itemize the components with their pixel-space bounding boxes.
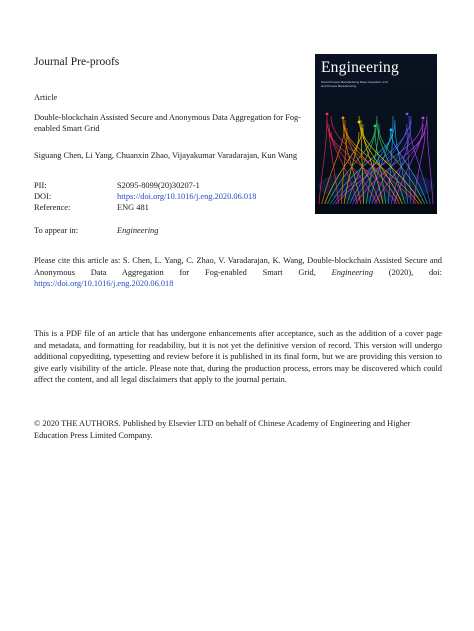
citation-text: Please cite this article as: S. Chen, L. Yang, C. Zhao, V. Varadarajan, K. Wang, Double-blockchain Assisted Secure and Anonymous Data Aggregation for Fog-enabled Smart Grid, <box>34 256 442 277</box>
article-type: Article <box>34 93 58 102</box>
reference-row <box>34 202 256 213</box>
to-appear-label: To appear in: <box>34 226 79 235</box>
citation-paragraph <box>34 255 442 290</box>
journal-header: Journal Pre-proofs <box>34 56 120 68</box>
cover-glow <box>318 170 434 202</box>
reference-value: ENG 481 <box>117 203 149 212</box>
pii-row <box>34 180 256 191</box>
article-metadata <box>34 180 256 213</box>
cover-light-node <box>422 117 425 120</box>
cover-artwork <box>315 54 437 214</box>
cover-light-node <box>342 117 345 120</box>
doi-link[interactable]: https://doi.org/10.1016/j.eng.2020.06.018 <box>117 192 257 201</box>
reference-label: Reference: <box>34 203 71 212</box>
citation-doi-link[interactable]: https://doi.org/10.1016/j.eng.2020.06.018 <box>34 279 174 289</box>
author-list: Siguang Chen, Li Yang, Chuanxin Zhao, Vijayakumar Varadarajan, Kun Wang <box>34 151 298 160</box>
cover-light-node <box>390 129 393 132</box>
citation-journal: Engineering <box>331 267 374 277</box>
to-appear-journal: Engineering <box>117 226 159 235</box>
pii-label: PII: <box>34 181 47 190</box>
cover-light-node <box>358 121 361 124</box>
cover-light-node <box>406 113 409 116</box>
cover-subtitle: Smart Process Manufacturing Deep Integration of AI and Process Manufacturing <box>321 80 388 88</box>
copyright-notice: © 2020 THE AUTHORS. Published by Elsevier LTD on behalf of Chinese Academy of Engineering and Higher Education Press Limited Company. <box>34 419 411 440</box>
cover-title: Engineering <box>321 59 399 76</box>
to-appear-in <box>34 226 158 235</box>
doi-row <box>34 191 256 202</box>
citation-year: (2020), doi: <box>373 267 442 277</box>
doi-label: DOI: <box>34 192 52 201</box>
journal-cover-image <box>315 54 437 214</box>
pii-value: S2095-8099(20)30207-1 <box>117 181 200 190</box>
article-title: Double-blockchain Assisted Secure and Anonymous Data Aggregation for Fog-enabled Smart Grid <box>34 113 302 133</box>
preproof-notice: This is a PDF file of an article that has undergone enhancements after acceptance, such as the addition of a cover page and metadata, and formatting for readability, but it is not yet the definitive version of record. This version will undergo additional copyediting, typesetting and review before it is published in its final form, but we are providing this version to give early visibility of the article. Please note that, during the production process, errors may be discovered which could affect the content, and all legal disclaimers that apply to the journal pertain. <box>34 329 442 385</box>
cover-light-node <box>374 125 377 128</box>
cover-light-node <box>326 113 329 116</box>
